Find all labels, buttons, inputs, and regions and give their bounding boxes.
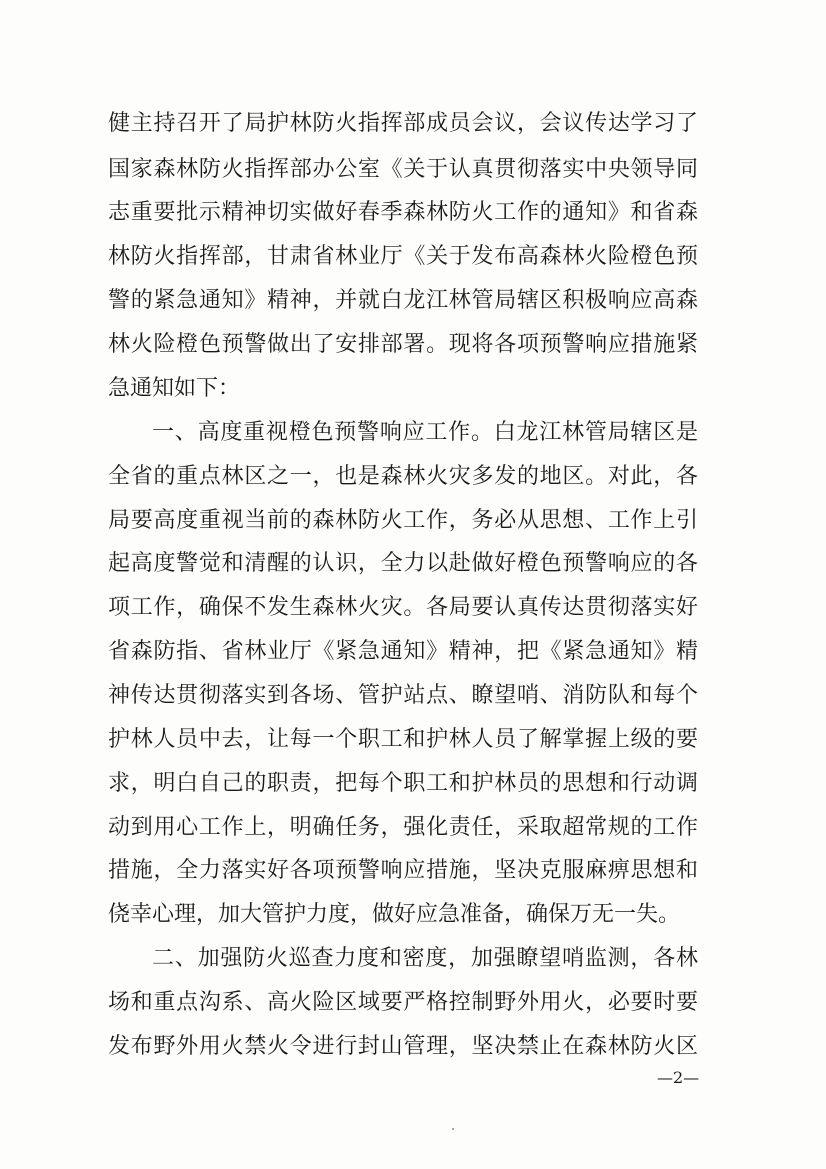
body-line: 局要高度重视当前的森林防火工作，务必从思想、工作上引 <box>108 508 698 533</box>
page-number: —2— <box>657 1068 700 1087</box>
body-line: 项工作，确保不发生森林火灾。各局要认真传达贯彻落实好 <box>108 595 698 620</box>
section-heading-line: 二、加强防火巡查力度和密度，加强瞭望哨监测，各林 <box>152 946 698 971</box>
body-line: 省森防指、省林业厅《紧急通知》精神，把《紧急通知》精 <box>108 639 698 664</box>
body-line: 起高度警觉和清醒的认识，全力以赴做好橙色预警响应的各 <box>108 551 698 576</box>
body-line: 发布野外用火禁火令进行封山管理，坚决禁止在森林防火区 <box>108 1034 698 1059</box>
body-line: 措施，全力落实好各项预警响应措施，坚决克服麻痹思想和 <box>108 858 698 883</box>
body-line: 神传达贯彻落实到各场、管护站点、瞭望哨、消防队和每个 <box>108 683 698 708</box>
body-line: 志重要批示精神切实做好春季森林防火工作的通知》和省森 <box>108 200 698 225</box>
scan-speck <box>452 1128 454 1130</box>
body-line: 动到用心工作上，明确任务，强化责任，采取超常规的工作 <box>108 815 698 840</box>
section-heading-line: 一、高度重视橙色预警响应工作。白龙江林管局辖区是 <box>152 420 698 445</box>
body-line: 警的紧急通知》精神，并就白龙江林管局辖区积极响应高森 <box>108 288 698 313</box>
body-line: 林火险橙色预警做出了安排部署。现将各项预警响应措施紧 <box>108 332 698 357</box>
body-line: 急通知如下： <box>108 376 241 401</box>
body-line: 护林人员中去，让每一个职工和护林人员了解掌握上级的要 <box>108 727 698 752</box>
body-line: 健主持召开了局护林防火指挥部成员会议，会议传达学习了 <box>108 111 698 136</box>
body-line: 全省的重点林区之一，也是森林火灾多发的地区。对此，各 <box>108 464 698 489</box>
body-line: 场和重点沟系、高火险区域要严格控制野外用火，必要时要 <box>108 990 698 1015</box>
body-line: 国家森林防火指挥部办公室《关于认真贯彻落实中央领导同 <box>108 157 698 182</box>
body-line: 侥幸心理，加大管护力度，做好应急准备，确保万无一失。 <box>108 902 681 927</box>
body-line: 林防火指挥部，甘肃省林业厅《关于发布高森林火险橙色预 <box>108 244 698 269</box>
body-line: 求，明白自己的职责，把每个职工和护林员的思想和行动调 <box>108 771 698 796</box>
